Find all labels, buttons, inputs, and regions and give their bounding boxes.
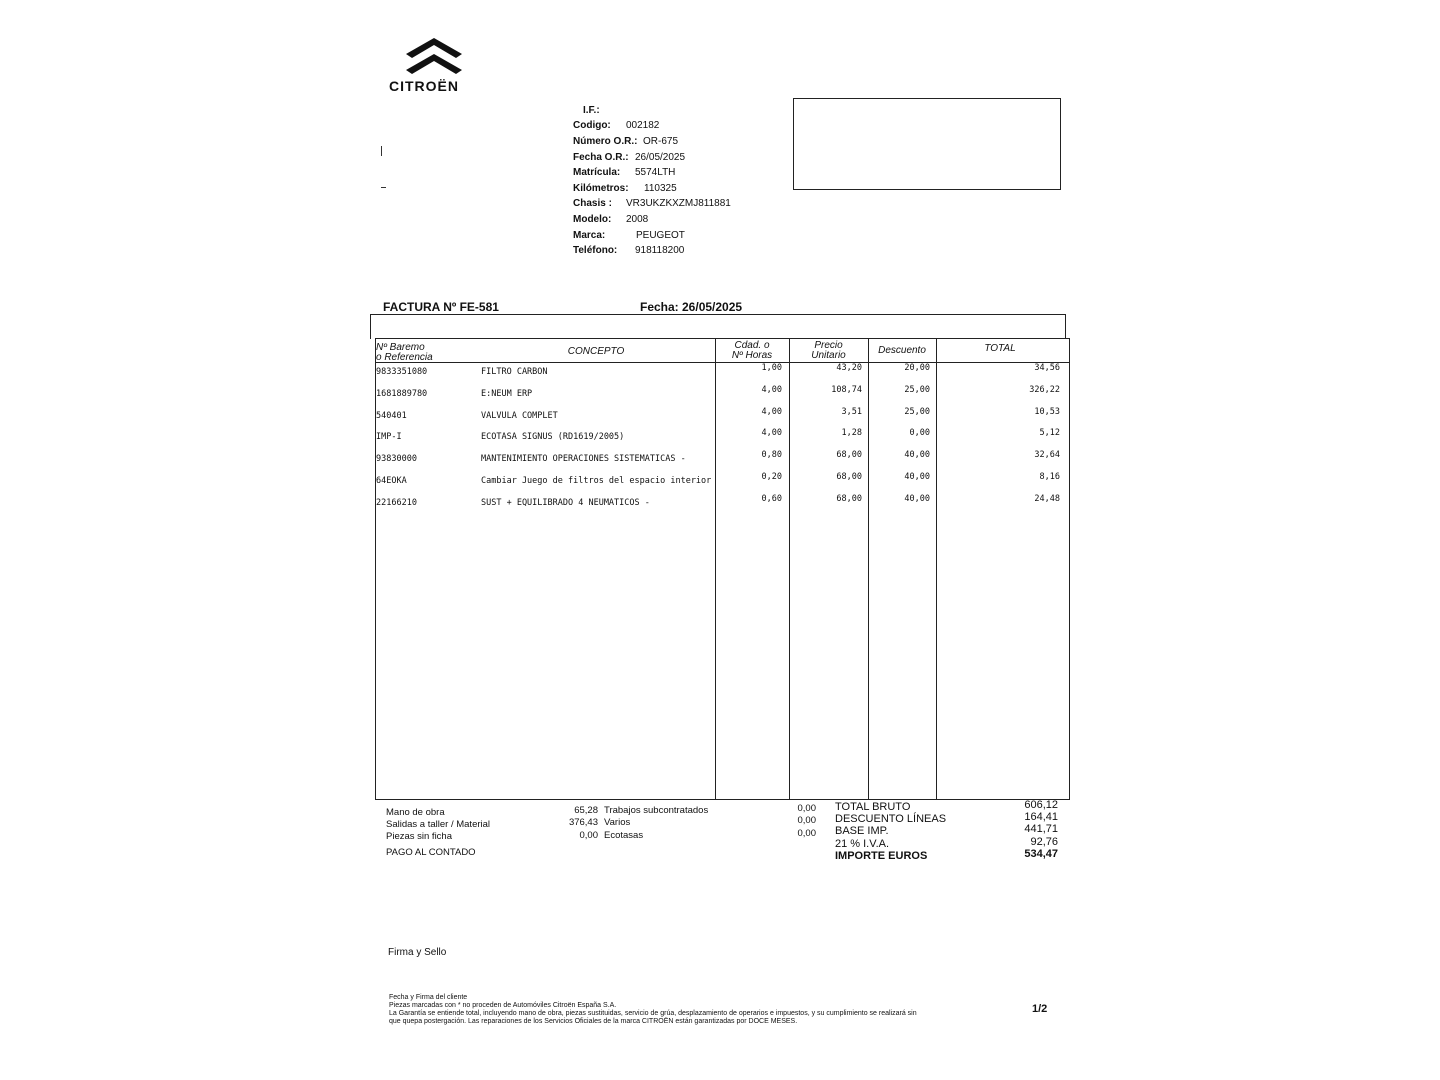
cell-qty: 0,20 xyxy=(761,472,782,482)
ecotasas-value: 0,00 xyxy=(797,828,816,839)
total-label: 21 % I.V.A. xyxy=(835,838,890,850)
total-label: TOTAL BRUTO xyxy=(835,801,911,813)
vehicle-field-label: Chasis : xyxy=(573,198,612,209)
vehicle-field-label: Número O.R.: xyxy=(573,136,638,147)
cell-total: 24,48 xyxy=(1034,494,1060,504)
trabajos-label: Trabajos subcontratados xyxy=(604,805,709,816)
cell-ref: 1681889780 xyxy=(376,389,428,399)
vehicle-field-label: Kilómetros: xyxy=(573,183,629,194)
invoice-lines-table xyxy=(375,338,1070,800)
vehicle-field-label: Modelo: xyxy=(573,214,612,225)
signature-label: Firma y Sello xyxy=(388,947,447,958)
header-discount: Descuento xyxy=(878,345,926,356)
vehicle-field xyxy=(583,105,600,116)
vehicle-field xyxy=(573,183,677,194)
mano-obra-label: Mano de obra xyxy=(386,807,445,818)
cell-total: 34,56 xyxy=(1034,363,1060,373)
cell-qty: 4,00 xyxy=(761,407,782,417)
header-ref-line1: Nº Baremo xyxy=(376,342,425,353)
vehicle-field xyxy=(573,152,686,163)
trabajos-value: 0,00 xyxy=(797,803,816,814)
cell-concept: SUST + EQUILIBRADO 4 NEUMATICOS - xyxy=(481,498,650,508)
cell-discount: 0,00 xyxy=(909,428,930,438)
cell-ref: 540401 xyxy=(376,411,407,421)
footer-line-3: La Garantía se entiende total, incluyendo mano de obra, piezas sustituidas, servicio de grúa, desplazamiento de operarios e impuestos, y su cumplimiento se realizará sin xyxy=(389,1010,917,1017)
total-label: DESCUENTO LÍNEAS xyxy=(835,813,947,825)
cell-ref: 9833351080 xyxy=(376,367,428,377)
vehicle-field xyxy=(573,245,685,256)
header-ref-line2: o Referencia xyxy=(376,352,433,363)
vehicle-field-value: OR-675 xyxy=(643,136,679,147)
cell-discount: 25,00 xyxy=(904,385,930,395)
vehicle-field-value: PEUGEOT xyxy=(636,230,685,241)
cell-qty: 4,00 xyxy=(761,385,782,395)
cell-qty: 1,00 xyxy=(761,363,782,373)
total-value: 164,41 xyxy=(1024,811,1058,823)
ecotasas-label: Ecotasas xyxy=(604,830,644,841)
invoice-number: FACTURA Nº FE-581 xyxy=(383,300,499,314)
header-concept: CONCEPTO xyxy=(567,346,625,357)
header-qty-line1: Cdad. o xyxy=(734,340,770,351)
cell-ref: 64EOKA xyxy=(376,476,407,486)
cell-total: 5,12 xyxy=(1039,428,1060,438)
cell-total: 10,53 xyxy=(1034,407,1060,417)
varios-value: 0,00 xyxy=(797,815,816,826)
cell-price: 68,00 xyxy=(836,494,862,504)
cell-ref: IMP-I xyxy=(376,432,402,442)
cell-concept: VALVULA COMPLET xyxy=(481,411,558,421)
cell-discount: 40,00 xyxy=(904,472,930,482)
cell-qty: 0,80 xyxy=(761,450,782,460)
cell-total: 326,22 xyxy=(1029,385,1060,395)
total-label: IMPORTE EUROS xyxy=(835,850,928,862)
vehicle-field-label: Fecha O.R.: xyxy=(573,152,629,163)
salidas-label: Salidas a taller / Material xyxy=(386,819,491,830)
salidas-value: 376,43 xyxy=(568,817,598,828)
cell-price: 68,00 xyxy=(836,450,862,460)
vehicle-field xyxy=(573,120,660,131)
varios-label: Varios xyxy=(604,817,631,828)
cell-price: 68,00 xyxy=(836,472,862,482)
cell-discount: 25,00 xyxy=(904,407,930,417)
cell-concept: ECOTASA SIGNUS (RD1619/2005) xyxy=(481,432,625,442)
cell-price: 43,20 xyxy=(836,363,862,373)
table-top-frame xyxy=(370,314,1066,339)
cell-price: 3,51 xyxy=(841,407,862,417)
total-value: 441,71 xyxy=(1024,823,1058,835)
vehicle-field-label: Codigo: xyxy=(573,120,611,131)
header-total: TOTAL xyxy=(984,343,1016,354)
piezas-label: Piezas sin ficha xyxy=(386,831,453,842)
footer-line-1: Fecha y Firma del cliente xyxy=(389,994,468,1001)
cell-price: 1,28 xyxy=(841,428,862,438)
margin-mark xyxy=(381,187,386,188)
cell-ref: 93830000 xyxy=(376,454,417,464)
cell-qty: 0,60 xyxy=(761,494,782,504)
vehicle-field-value: 002182 xyxy=(626,120,660,131)
payment-method: PAGO AL CONTADO xyxy=(386,847,476,858)
cell-concept: Cambiar Juego de filtros del espacio interior xyxy=(481,476,712,486)
vehicle-field-value: 5574LTH xyxy=(635,167,676,178)
vehicle-field xyxy=(573,214,649,225)
cell-concept: FILTRO CARBON xyxy=(481,367,548,377)
cell-discount: 40,00 xyxy=(904,450,930,460)
footer-line-2: Piezas marcadas con * no proceden de Automóviles Citroën España S.A. xyxy=(389,1002,617,1009)
vehicle-field xyxy=(573,230,685,241)
vehicle-field-value: 26/05/2025 xyxy=(635,152,686,163)
vehicle-field-label: Teléfono: xyxy=(573,245,618,256)
page-number: 1/2 xyxy=(1032,1003,1048,1015)
cell-total: 32,64 xyxy=(1034,450,1060,460)
total-label: BASE IMP. xyxy=(835,825,889,837)
brand-wordmark: CITROËN xyxy=(389,78,459,94)
vehicle-field xyxy=(573,136,679,147)
header-qty-line2: Nº Horas xyxy=(731,350,773,361)
cell-discount: 20,00 xyxy=(904,363,930,373)
header-price-line2: Unitario xyxy=(811,350,846,361)
margin-mark xyxy=(381,146,384,156)
header-ref xyxy=(376,343,456,363)
footer-line-4: que quepa postergación. Las reparaciones de los Servicios Oficiales de la marca CITROËN están garantizadas por DOCE MESES. xyxy=(389,1018,798,1025)
vehicle-field-label: I.F.: xyxy=(583,105,600,116)
piezas-value: 0,00 xyxy=(579,830,598,841)
vehicle-field-value: 110325 xyxy=(644,183,677,194)
cell-ref: 22166210 xyxy=(376,498,417,508)
total-value: 92,76 xyxy=(1030,836,1058,848)
vehicle-field-value: 2008 xyxy=(626,214,649,225)
vehicle-field-label: Marca: xyxy=(573,230,606,241)
brand-logo xyxy=(388,32,480,94)
total-value: 606,12 xyxy=(1024,799,1058,811)
header-price xyxy=(789,341,868,361)
cell-total: 8,16 xyxy=(1039,472,1060,482)
invoice-date: Fecha: 26/05/2025 xyxy=(640,300,743,314)
customer-address-box xyxy=(793,98,1061,190)
cell-discount: 40,00 xyxy=(904,494,930,504)
cell-concept: MANTENIMIENTO OPERACIONES SISTEMATICAS - xyxy=(481,454,686,464)
total-value: 534,47 xyxy=(1024,848,1058,860)
header-price-line1: Precio xyxy=(814,340,843,351)
vehicle-field xyxy=(573,167,676,178)
vehicle-field-label: Matrícula: xyxy=(573,167,621,178)
cell-concept: E:NEUM ERP xyxy=(481,389,533,399)
mano-obra-value: 65,28 xyxy=(574,805,598,816)
vehicle-field-value: 918118200 xyxy=(635,245,685,256)
cell-qty: 4,00 xyxy=(761,428,782,438)
citroen-chevrons-icon xyxy=(388,32,480,78)
vehicle-field-value: VR3UKZKXZMJ811881 xyxy=(626,198,731,209)
header-qty xyxy=(715,341,789,361)
cell-price: 108,74 xyxy=(831,385,862,395)
vehicle-field xyxy=(573,198,731,209)
